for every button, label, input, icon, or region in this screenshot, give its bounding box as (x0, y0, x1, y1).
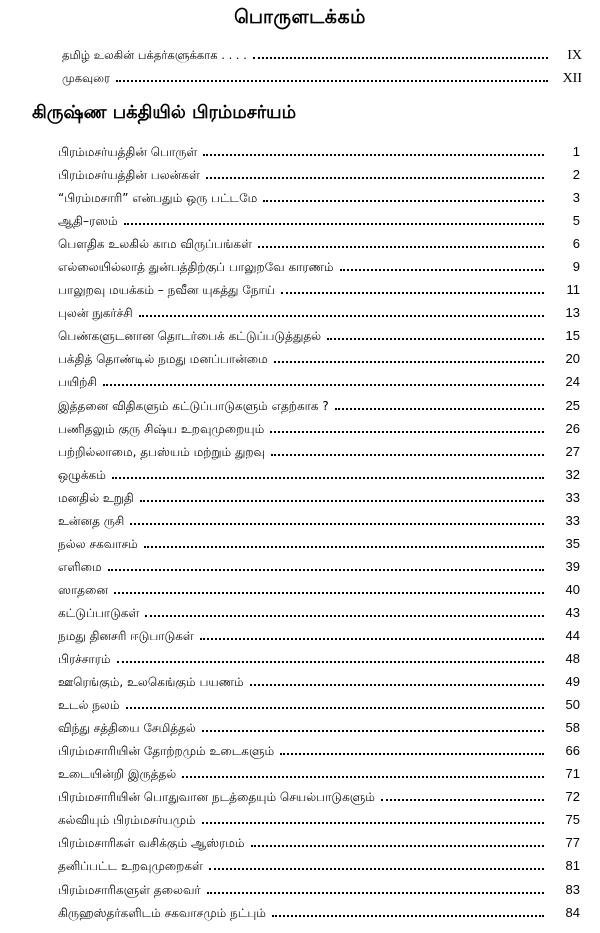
toc-row (58, 421, 580, 444)
dot-leader (327, 338, 544, 340)
toc-row (58, 882, 580, 905)
toc-row (58, 582, 580, 605)
toc-entry-title: ஆதி–ரஸம் (58, 214, 118, 229)
toc-entry-title: கிருஹஸ்தர்களிடம் சகவாசமும் நட்பும் (58, 905, 266, 920)
toc-page-number: 24 (565, 374, 580, 390)
toc-row (58, 812, 580, 835)
toc-row (58, 259, 580, 282)
toc-row (58, 905, 580, 928)
toc-row (58, 351, 580, 374)
toc-entry-title: பிரம்மசர்யத்தின் பலன்கள் (58, 168, 200, 183)
toc-page-number: 43 (565, 604, 580, 620)
dot-leader (250, 684, 544, 686)
toc-entry-title: ஊரெங்கும், உலகெங்கும் பயணம் (58, 675, 244, 690)
toc-row (58, 559, 580, 582)
dot-leader (139, 315, 544, 317)
toc-row (58, 605, 580, 628)
toc-entry-title: “பிரம்மசாரி” என்பதும் ஒரு பட்டமே (58, 191, 258, 206)
toc-row (58, 236, 580, 259)
toc-row (58, 858, 580, 881)
toc-page-number: 13 (565, 305, 580, 321)
dot-leader (274, 361, 544, 363)
dot-leader (140, 500, 544, 502)
dot-leader (272, 915, 544, 917)
toc-page-number: 20 (565, 351, 580, 367)
toc-entry-title: இத்தனை விதிகளும் கட்டுப்பாடுகளும் எதற்காக ? (58, 398, 329, 413)
toc-page-number: 44 (565, 627, 580, 643)
toc-entry-title: ஸாதனை (58, 582, 108, 597)
dot-leader (263, 200, 544, 202)
toc-entry-title: பணிதலும் குரு சிஷ்ய உறவுமுறையும் (58, 421, 265, 436)
page-title: பொருளடக்கம் (234, 6, 366, 28)
toc-entry-title: பயிற்சி (58, 375, 97, 390)
toc-row (58, 467, 580, 490)
toc-row (58, 444, 580, 467)
toc-entry-title: உடல் நலம் (58, 698, 120, 713)
toc-row (58, 766, 580, 789)
dot-leader (145, 615, 544, 617)
dot-leader (340, 269, 544, 271)
toc-page-number: 71 (565, 766, 580, 782)
dot-leader (114, 592, 544, 594)
toc-row (58, 282, 580, 305)
dot-leader (124, 223, 544, 225)
toc-entry-title: எளிமை (58, 559, 102, 574)
dot-leader (270, 431, 544, 433)
toc-page-number: 50 (565, 697, 580, 713)
toc-page-number: 5 (572, 213, 580, 229)
toc-entry-title: கல்வியும் பிரம்மசர்யமும் (58, 813, 196, 828)
dot-leader (258, 246, 544, 248)
front-matter-page: XII (562, 71, 582, 86)
dot-leader (203, 154, 544, 156)
toc-entry-title: எல்லையில்லாத் துன்பத்திற்குப் பாலுறவே காரணம் (58, 260, 334, 275)
dot-leader (251, 845, 544, 847)
toc-page-number: 72 (565, 789, 580, 805)
toc-row (58, 651, 580, 674)
dot-leader (200, 638, 544, 640)
toc-row (58, 328, 580, 351)
dot-leader (144, 546, 544, 548)
toc-entry-title: உன்னத ருசி (58, 513, 125, 528)
toc-entry-title: மனதில் உறுதி (58, 490, 134, 505)
dot-leader (112, 477, 544, 479)
toc-entry-title: ஒழுக்கம் (58, 467, 106, 482)
dot-leader (202, 730, 544, 732)
toc-page-number: 11 (566, 282, 580, 298)
toc-entry-title: கட்டுப்பாடுகள் (58, 605, 140, 620)
toc-row (58, 305, 580, 328)
dot-leader (271, 454, 544, 456)
toc-row (58, 628, 580, 651)
toc-page-number: 26 (565, 420, 580, 436)
toc-row (58, 374, 580, 397)
toc-page-number: 2 (572, 167, 580, 183)
front-matter-page: IX (567, 48, 582, 63)
toc-entry-title: உடையின்றி இருத்தல் (58, 767, 177, 782)
toc-entry-title: தனிப்பட்ட உறவுமுறைகள் (58, 859, 203, 874)
dot-leader (103, 384, 544, 386)
toc-page-number: 48 (565, 651, 580, 667)
section-heading: கிருஷ்ண பக்தியில் பிரம்மசர்யம் (32, 102, 297, 123)
dot-leader (207, 892, 544, 894)
toc-page-number: 27 (565, 443, 580, 459)
toc-page-number: 15 (565, 328, 580, 344)
toc-page-number: 6 (572, 236, 580, 252)
dot-leader (253, 57, 548, 59)
toc-row (58, 190, 580, 213)
dot-leader (209, 868, 544, 870)
toc-entry-title: பிரம்மசாரிகள் வசிக்கும் ஆஸ்ரமம் (58, 836, 245, 851)
toc-page-number: 75 (565, 812, 580, 828)
front-matter-label: முகவுரை (62, 71, 110, 85)
toc-page-number: 25 (565, 397, 580, 413)
front-matter-label: தமிழ் உலகின் பக்தர்களுக்காக . . . . (62, 48, 247, 62)
toc-entry-title: பெண்களுடனான தொடர்பைக் கட்டுப்படுத்துதல் (58, 329, 322, 344)
toc-page-number: 49 (565, 674, 580, 690)
toc-page-number: 1 (572, 144, 580, 159)
toc-row (58, 835, 580, 858)
toc-page-number: 66 (565, 743, 580, 759)
front-matter-row (62, 71, 582, 94)
dot-leader (130, 523, 544, 525)
dot-leader (117, 661, 544, 663)
toc-row (58, 720, 580, 743)
toc-row (58, 674, 580, 697)
toc-row (58, 697, 580, 720)
toc-entry-title: பிரம்மசர்யத்தின் பொருள் (58, 145, 198, 159)
toc-page-number: 32 (565, 466, 580, 482)
toc-entry-title: புலன் நுகர்ச்சி (58, 306, 133, 321)
toc-page-number: 84 (565, 904, 580, 920)
toc-entry-title: பாலுறவு மயக்கம் – நவீன யுகத்து நோய் (58, 283, 276, 298)
dot-leader (116, 80, 548, 82)
dot-leader (335, 408, 544, 410)
toc-page-number: 58 (565, 720, 580, 736)
toc-entry-title: பக்தித் தொண்டில் நமது மனப்பான்மை (58, 352, 268, 367)
dot-leader (280, 753, 544, 755)
toc-entry-title: பிரம்மசாரிகளுள் தலைவர் (58, 882, 201, 897)
toc-row (58, 144, 580, 167)
dot-leader (281, 292, 544, 294)
front-matter-list (62, 48, 582, 94)
toc-row (58, 513, 580, 536)
dot-leader (206, 177, 544, 179)
toc-page-number: 33 (565, 489, 580, 505)
toc-row (58, 398, 580, 421)
toc-page-number: 35 (565, 535, 580, 551)
toc-row (58, 167, 580, 190)
toc-row (58, 743, 580, 766)
dot-leader (381, 799, 544, 801)
front-matter-row (62, 48, 582, 71)
toc-entry-title: விந்து சத்தியை சேமித்தல் (58, 721, 196, 736)
toc-page-number: 83 (565, 881, 580, 897)
toc-page-number: 77 (565, 835, 580, 851)
toc-page-number: 33 (565, 512, 580, 528)
toc-entry-title: பிரம்மசாரியின் பொதுவான நடத்தையும் செயல்பாடுகளும் (58, 790, 375, 805)
toc-page-number: 81 (565, 858, 580, 874)
toc-entry-title: நமது தினசரி ஈடுபாடுகள் (58, 628, 194, 643)
toc-page-number: 39 (565, 558, 580, 574)
toc-row (58, 789, 580, 812)
toc-entry-title: நல்ல சகவாசம் (58, 536, 138, 551)
toc-entry-title: பிரம்மசாரியின் தோற்றமும் உடைகளும் (58, 744, 275, 759)
dot-leader (202, 822, 544, 824)
toc-row (58, 490, 580, 513)
toc-row (58, 536, 580, 559)
dot-leader (108, 569, 544, 571)
toc-page-number: 3 (572, 190, 580, 206)
toc-row (58, 213, 580, 236)
toc-entry-title: பற்றில்லாமை, தபஸ்யம் மற்றும் துறவு (58, 444, 266, 459)
toc-entry-title: பௌதிக உலகில் காம விருப்பங்கள் (58, 237, 252, 252)
dot-leader (126, 707, 544, 709)
dot-leader (182, 776, 544, 778)
toc-page-number: 9 (572, 259, 580, 275)
toc-page-number: 40 (565, 581, 580, 597)
toc-entry-title: பிரச்சாரம் (58, 652, 111, 667)
toc-list (58, 144, 580, 928)
